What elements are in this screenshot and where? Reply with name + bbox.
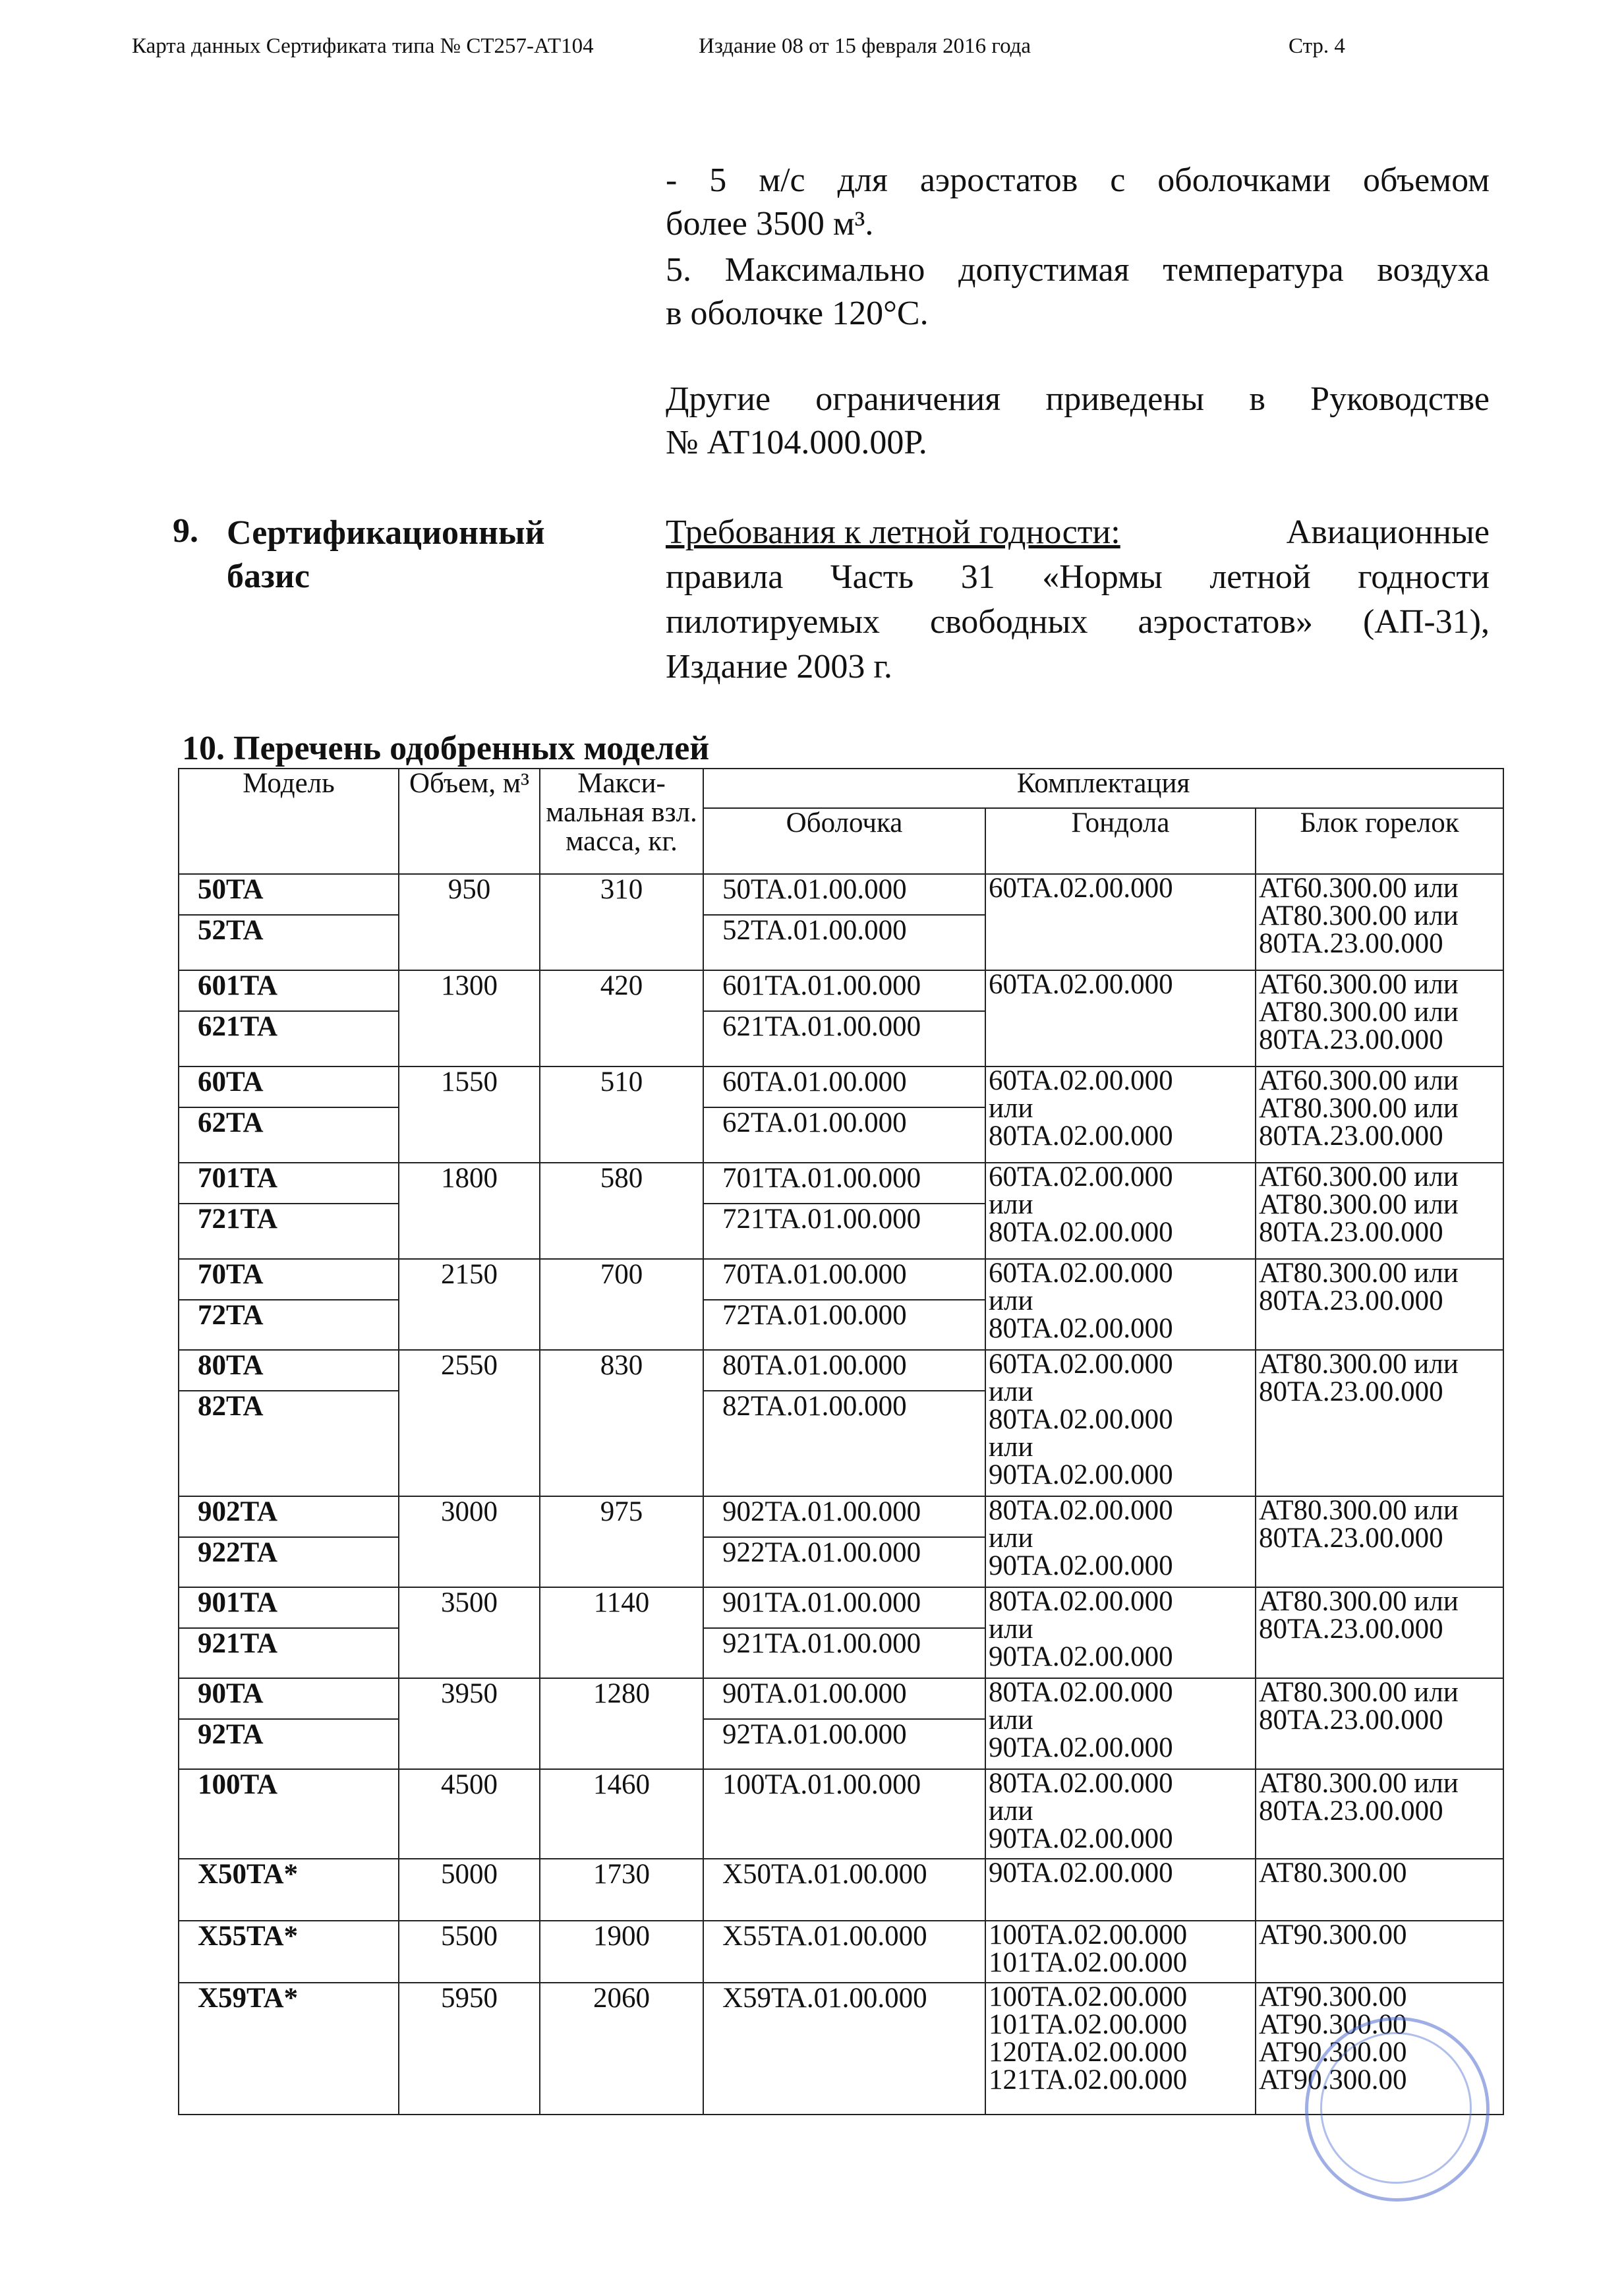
section-9-line-4: Издание 2003 г. bbox=[666, 648, 892, 686]
cell-envelope: 82TA.01.00.000 bbox=[703, 1391, 985, 1496]
gondola-line: или bbox=[989, 1523, 1033, 1554]
gondola-line: или bbox=[989, 1093, 1033, 1124]
cell-burner bbox=[1256, 1350, 1503, 1496]
cell-volume: 2150 bbox=[399, 1259, 540, 1350]
cell-model: X50TA* bbox=[179, 1859, 399, 1921]
gondola-line: 60TA.02.00.000 bbox=[989, 970, 1173, 1000]
gondola-line: 60TA.02.00.000 bbox=[989, 1163, 1173, 1192]
cell-mass: 1280 bbox=[540, 1678, 703, 1769]
gondola-line: 60TA.02.00.000 bbox=[989, 1350, 1173, 1380]
table-row bbox=[179, 1678, 1503, 1719]
cell-model: 721TA bbox=[179, 1204, 399, 1259]
col-header-kit: Комплектация bbox=[703, 769, 1503, 808]
burner-line: AT80.300.00 или bbox=[1259, 1093, 1459, 1124]
section-9-title-line-2: базис bbox=[227, 558, 310, 595]
cell-mass: 1900 bbox=[540, 1921, 703, 1983]
cell-volume: 2550 bbox=[399, 1350, 540, 1496]
table-row bbox=[179, 1983, 1503, 2115]
cell-volume: 3500 bbox=[399, 1587, 540, 1678]
cell-burner bbox=[1256, 1496, 1503, 1587]
cell-burner bbox=[1256, 1859, 1503, 1921]
cell-envelope: X50TA.01.00.000 bbox=[703, 1859, 985, 1921]
burner-line: AT80.300.00 или bbox=[1259, 1587, 1459, 1617]
cell-burner bbox=[1256, 874, 1503, 970]
burner-line: AT90.300.00 bbox=[1259, 2009, 1407, 2040]
table-row bbox=[179, 1587, 1503, 1628]
limit-line-4: в оболочке 120°С. bbox=[666, 295, 929, 332]
cell-gondola bbox=[985, 1769, 1256, 1859]
cell-burner bbox=[1256, 1163, 1503, 1259]
burner-line: AT60.300.00 или bbox=[1259, 874, 1459, 904]
cell-gondola bbox=[985, 1496, 1256, 1587]
burner-line: AT60.300.00 или bbox=[1259, 1066, 1459, 1096]
cell-mass: 975 bbox=[540, 1496, 703, 1587]
burner-line: AT80.300.00 или bbox=[1259, 1259, 1459, 1289]
gondola-line: 80TA.02.00.000 bbox=[989, 1217, 1173, 1248]
cell-gondola bbox=[985, 1678, 1256, 1769]
cell-envelope: 92TA.01.00.000 bbox=[703, 1719, 985, 1769]
cell-model: 90TA bbox=[179, 1678, 399, 1719]
cell-model: 70TA bbox=[179, 1259, 399, 1300]
burner-line: AT80.300.00 или bbox=[1259, 997, 1459, 1028]
cell-model: 50TA bbox=[179, 874, 399, 915]
table-row bbox=[179, 1769, 1503, 1859]
section-9-number: 9. bbox=[173, 512, 198, 550]
burner-line: 80TA.23.00.000 bbox=[1259, 1796, 1443, 1826]
gondola-line: 120TA.02.00.000 bbox=[989, 2037, 1188, 2068]
burner-line: AT90.300.00 bbox=[1259, 2037, 1407, 2068]
cell-envelope: 80TA.01.00.000 bbox=[703, 1350, 985, 1391]
table-row bbox=[179, 1259, 1503, 1300]
cell-model: 82TA bbox=[179, 1391, 399, 1496]
section-9-line-1-rest: Авиационные bbox=[1286, 513, 1490, 551]
table-row bbox=[179, 1350, 1503, 1391]
gondola-line: 90TA.02.00.000 bbox=[989, 1859, 1173, 1888]
cell-envelope: 90TA.01.00.000 bbox=[703, 1678, 985, 1719]
gondola-line: или bbox=[989, 1285, 1033, 1316]
cell-volume: 1550 bbox=[399, 1066, 540, 1163]
gondola-line: 60TA.02.00.000 bbox=[989, 1259, 1173, 1289]
gondola-line: или bbox=[989, 1796, 1033, 1826]
cell-mass: 2060 bbox=[540, 1983, 703, 2115]
cell-mass: 420 bbox=[540, 970, 703, 1066]
burner-line: AT80.300.00 или bbox=[1259, 1769, 1459, 1799]
limit-line-6: № АТ104.000.00Р. bbox=[666, 424, 927, 461]
cell-volume: 3000 bbox=[399, 1496, 540, 1587]
cell-model: 62TA bbox=[179, 1107, 399, 1163]
col-header-model: Модель bbox=[179, 769, 399, 874]
gondola-line: 80TA.02.00.000 bbox=[989, 1121, 1173, 1152]
burner-line: 80TA.23.00.000 bbox=[1259, 1024, 1443, 1055]
cell-mass: 700 bbox=[540, 1259, 703, 1350]
table-row bbox=[179, 874, 1503, 915]
gondola-line: 121TA.02.00.000 bbox=[989, 2064, 1188, 2095]
cell-envelope: 922TA.01.00.000 bbox=[703, 1537, 985, 1587]
gondola-line: 90TA.02.00.000 bbox=[989, 1641, 1173, 1672]
cell-envelope: 60TA.01.00.000 bbox=[703, 1066, 985, 1107]
gondola-line: или bbox=[989, 1376, 1033, 1407]
cell-gondola bbox=[985, 1921, 1256, 1983]
burner-line: AT60.300.00 или bbox=[1259, 1163, 1459, 1192]
cell-gondola bbox=[985, 874, 1256, 970]
burner-line: AT80.300.00 или bbox=[1259, 1496, 1459, 1526]
cell-envelope: 50TA.01.00.000 bbox=[703, 874, 985, 915]
cell-mass: 510 bbox=[540, 1066, 703, 1163]
gondola-line: 100TA.02.00.000 bbox=[989, 1921, 1188, 1950]
cell-model: 901TA bbox=[179, 1587, 399, 1628]
gondola-line: 90TA.02.00.000 bbox=[989, 1550, 1173, 1581]
cell-model: 92TA bbox=[179, 1719, 399, 1769]
cell-mass: 830 bbox=[540, 1350, 703, 1496]
section-9-line-3: пилотируемых свободных аэростатов» (АП-31), bbox=[666, 603, 1490, 641]
header-doc-title: Карта данных Сертификата типа № СТ257-АТ104 bbox=[132, 34, 594, 58]
section-10-title: 10. Перечень одобренных моделей bbox=[182, 730, 710, 767]
header-edition: Издание 08 от 15 февраля 2016 года bbox=[699, 34, 1031, 58]
table-body bbox=[179, 874, 1503, 2115]
cell-envelope: 62TA.01.00.000 bbox=[703, 1107, 985, 1163]
col-header-burner: Блок горелок bbox=[1256, 808, 1503, 874]
limit-line-3: 5. Максимально допустимая температура воздуха bbox=[666, 251, 1490, 289]
burner-line: 80TA.23.00.000 bbox=[1259, 1217, 1443, 1248]
cell-mass: 580 bbox=[540, 1163, 703, 1259]
cell-envelope: X59TA.01.00.000 bbox=[703, 1983, 985, 2115]
cell-envelope: 902TA.01.00.000 bbox=[703, 1496, 985, 1537]
section-9-line-2: правила Часть 31 «Нормы летной годности bbox=[666, 558, 1490, 596]
limit-line-5: Другие ограничения приведены в Руководстве bbox=[666, 380, 1490, 418]
cell-envelope: 100TA.01.00.000 bbox=[703, 1769, 985, 1859]
cell-envelope: 601TA.01.00.000 bbox=[703, 970, 985, 1011]
burner-line: AT90.300.00 bbox=[1259, 1921, 1407, 1950]
gondola-line: или bbox=[989, 1432, 1033, 1463]
cell-burner bbox=[1256, 1678, 1503, 1769]
gondola-line: 80TA.02.00.000 bbox=[989, 1496, 1173, 1526]
burner-line: 80TA.23.00.000 bbox=[1259, 1285, 1443, 1316]
cell-model: X59TA* bbox=[179, 1983, 399, 2115]
table-row bbox=[179, 1163, 1503, 1204]
burner-line: AT80.300.00 bbox=[1259, 1859, 1407, 1888]
gondola-line: или bbox=[989, 1189, 1033, 1220]
gondola-line: 100TA.02.00.000 bbox=[989, 1983, 1188, 2012]
cell-envelope: 621TA.01.00.000 bbox=[703, 1011, 985, 1066]
cell-model: X55TA* bbox=[179, 1921, 399, 1983]
col-header-gondola: Гондола bbox=[985, 808, 1256, 874]
cell-gondola bbox=[985, 1983, 1256, 2115]
cell-envelope: 721TA.01.00.000 bbox=[703, 1204, 985, 1259]
table-row bbox=[179, 1066, 1503, 1107]
cell-burner bbox=[1256, 1769, 1503, 1859]
cell-gondola bbox=[985, 1587, 1256, 1678]
cell-mass: 1460 bbox=[540, 1769, 703, 1859]
cell-volume: 5500 bbox=[399, 1921, 540, 1983]
limit-line-1: - 5 м/с для аэростатов с оболочками объемом bbox=[666, 161, 1490, 199]
burner-line: 80TA.23.00.000 bbox=[1259, 1523, 1443, 1554]
gondola-line: 60TA.02.00.000 bbox=[989, 874, 1173, 904]
burner-line: 80TA.23.00.000 bbox=[1259, 1376, 1443, 1407]
airworthiness-req-label: Требования к летной годности: bbox=[666, 513, 1120, 551]
cell-volume: 950 bbox=[399, 874, 540, 970]
gondola-line: 80TA.02.00.000 bbox=[989, 1678, 1173, 1708]
gondola-line: или bbox=[989, 1614, 1033, 1645]
cell-envelope: 70TA.01.00.000 bbox=[703, 1259, 985, 1300]
table-row bbox=[179, 970, 1503, 1011]
col-header-mass: Макси-мальная взл. масса, кг. bbox=[540, 769, 703, 874]
gondola-line: 60TA.02.00.000 bbox=[989, 1066, 1173, 1096]
section-9-title-line-1: Сертификационный bbox=[227, 514, 545, 552]
cell-mass: 310 bbox=[540, 874, 703, 970]
burner-line: AT90.300.00 bbox=[1259, 2064, 1407, 2095]
cell-envelope: 901TA.01.00.000 bbox=[703, 1587, 985, 1628]
cell-burner bbox=[1256, 1921, 1503, 1983]
cell-burner bbox=[1256, 1259, 1503, 1350]
gondola-line: 90TA.02.00.000 bbox=[989, 1459, 1173, 1490]
cell-envelope: X55TA.01.00.000 bbox=[703, 1921, 985, 1983]
cell-model: 52TA bbox=[179, 915, 399, 970]
cell-volume: 5950 bbox=[399, 1983, 540, 2115]
cell-model: 902TA bbox=[179, 1496, 399, 1537]
cell-envelope: 52TA.01.00.000 bbox=[703, 915, 985, 970]
burner-line: 80TA.23.00.000 bbox=[1259, 1121, 1443, 1152]
gondola-line: 90TA.02.00.000 bbox=[989, 1823, 1173, 1854]
burner-line: 80TA.23.00.000 bbox=[1259, 1614, 1443, 1645]
gondola-line: 80TA.02.00.000 bbox=[989, 1313, 1173, 1344]
cell-burner bbox=[1256, 1587, 1503, 1678]
cell-volume: 1300 bbox=[399, 970, 540, 1066]
burner-line: 80TA.23.00.000 bbox=[1259, 928, 1443, 959]
cell-mass: 1730 bbox=[540, 1859, 703, 1921]
cell-volume: 4500 bbox=[399, 1769, 540, 1859]
burner-line: AT90.300.00 bbox=[1259, 1983, 1407, 2012]
cell-volume: 3950 bbox=[399, 1678, 540, 1769]
header-page-number: Стр. 4 bbox=[1289, 34, 1345, 58]
cell-model: 701TA bbox=[179, 1163, 399, 1204]
table-row bbox=[179, 1859, 1503, 1921]
cell-gondola bbox=[985, 1859, 1256, 1921]
burner-line: 80TA.23.00.000 bbox=[1259, 1705, 1443, 1736]
cell-gondola bbox=[985, 1259, 1256, 1350]
cell-volume: 5000 bbox=[399, 1859, 540, 1921]
col-header-envelope: Оболочка bbox=[703, 808, 985, 874]
cell-envelope: 701TA.01.00.000 bbox=[703, 1163, 985, 1204]
cell-gondola bbox=[985, 1163, 1256, 1259]
burner-line: AT60.300.00 или bbox=[1259, 970, 1459, 1000]
gondola-line: 80TA.02.00.000 bbox=[989, 1769, 1173, 1799]
burner-line: AT80.300.00 или bbox=[1259, 1189, 1459, 1220]
burner-line: AT80.300.00 или bbox=[1259, 1350, 1459, 1380]
cell-burner bbox=[1256, 1066, 1503, 1163]
table-row bbox=[179, 1921, 1503, 1983]
cell-gondola bbox=[985, 1066, 1256, 1163]
gondola-line: 90TA.02.00.000 bbox=[989, 1732, 1173, 1763]
gondola-line: 101TA.02.00.000 bbox=[989, 2009, 1188, 2040]
limit-line-2: более 3500 м³. bbox=[666, 205, 874, 243]
gondola-line: 101TA.02.00.000 bbox=[989, 1947, 1188, 1978]
cell-volume: 1800 bbox=[399, 1163, 540, 1259]
col-header-volume: Объем, м³ bbox=[399, 769, 540, 874]
cell-gondola bbox=[985, 970, 1256, 1066]
cell-gondola bbox=[985, 1350, 1256, 1496]
cell-model: 60TA bbox=[179, 1066, 399, 1107]
cell-model: 921TA bbox=[179, 1628, 399, 1678]
cell-envelope: 921TA.01.00.000 bbox=[703, 1628, 985, 1678]
cell-envelope: 72TA.01.00.000 bbox=[703, 1300, 985, 1350]
seal-stamp bbox=[1305, 2017, 1490, 2202]
approved-models-table bbox=[178, 768, 1504, 2115]
cell-model: 922TA bbox=[179, 1537, 399, 1587]
burner-line: AT80.300.00 или bbox=[1259, 1678, 1459, 1708]
cell-model: 601TA bbox=[179, 970, 399, 1011]
cell-model: 621TA bbox=[179, 1011, 399, 1066]
gondola-line: или bbox=[989, 1705, 1033, 1736]
gondola-line: 80TA.02.00.000 bbox=[989, 1404, 1173, 1435]
cell-model: 80TA bbox=[179, 1350, 399, 1391]
cell-model: 100TA bbox=[179, 1769, 399, 1859]
cell-mass: 1140 bbox=[540, 1587, 703, 1678]
cell-model: 72TA bbox=[179, 1300, 399, 1350]
cell-burner bbox=[1256, 970, 1503, 1066]
table-row bbox=[179, 1496, 1503, 1537]
section-9-line-1 bbox=[666, 510, 1490, 555]
gondola-line: 80TA.02.00.000 bbox=[989, 1587, 1173, 1617]
burner-line: AT80.300.00 или bbox=[1259, 900, 1459, 931]
